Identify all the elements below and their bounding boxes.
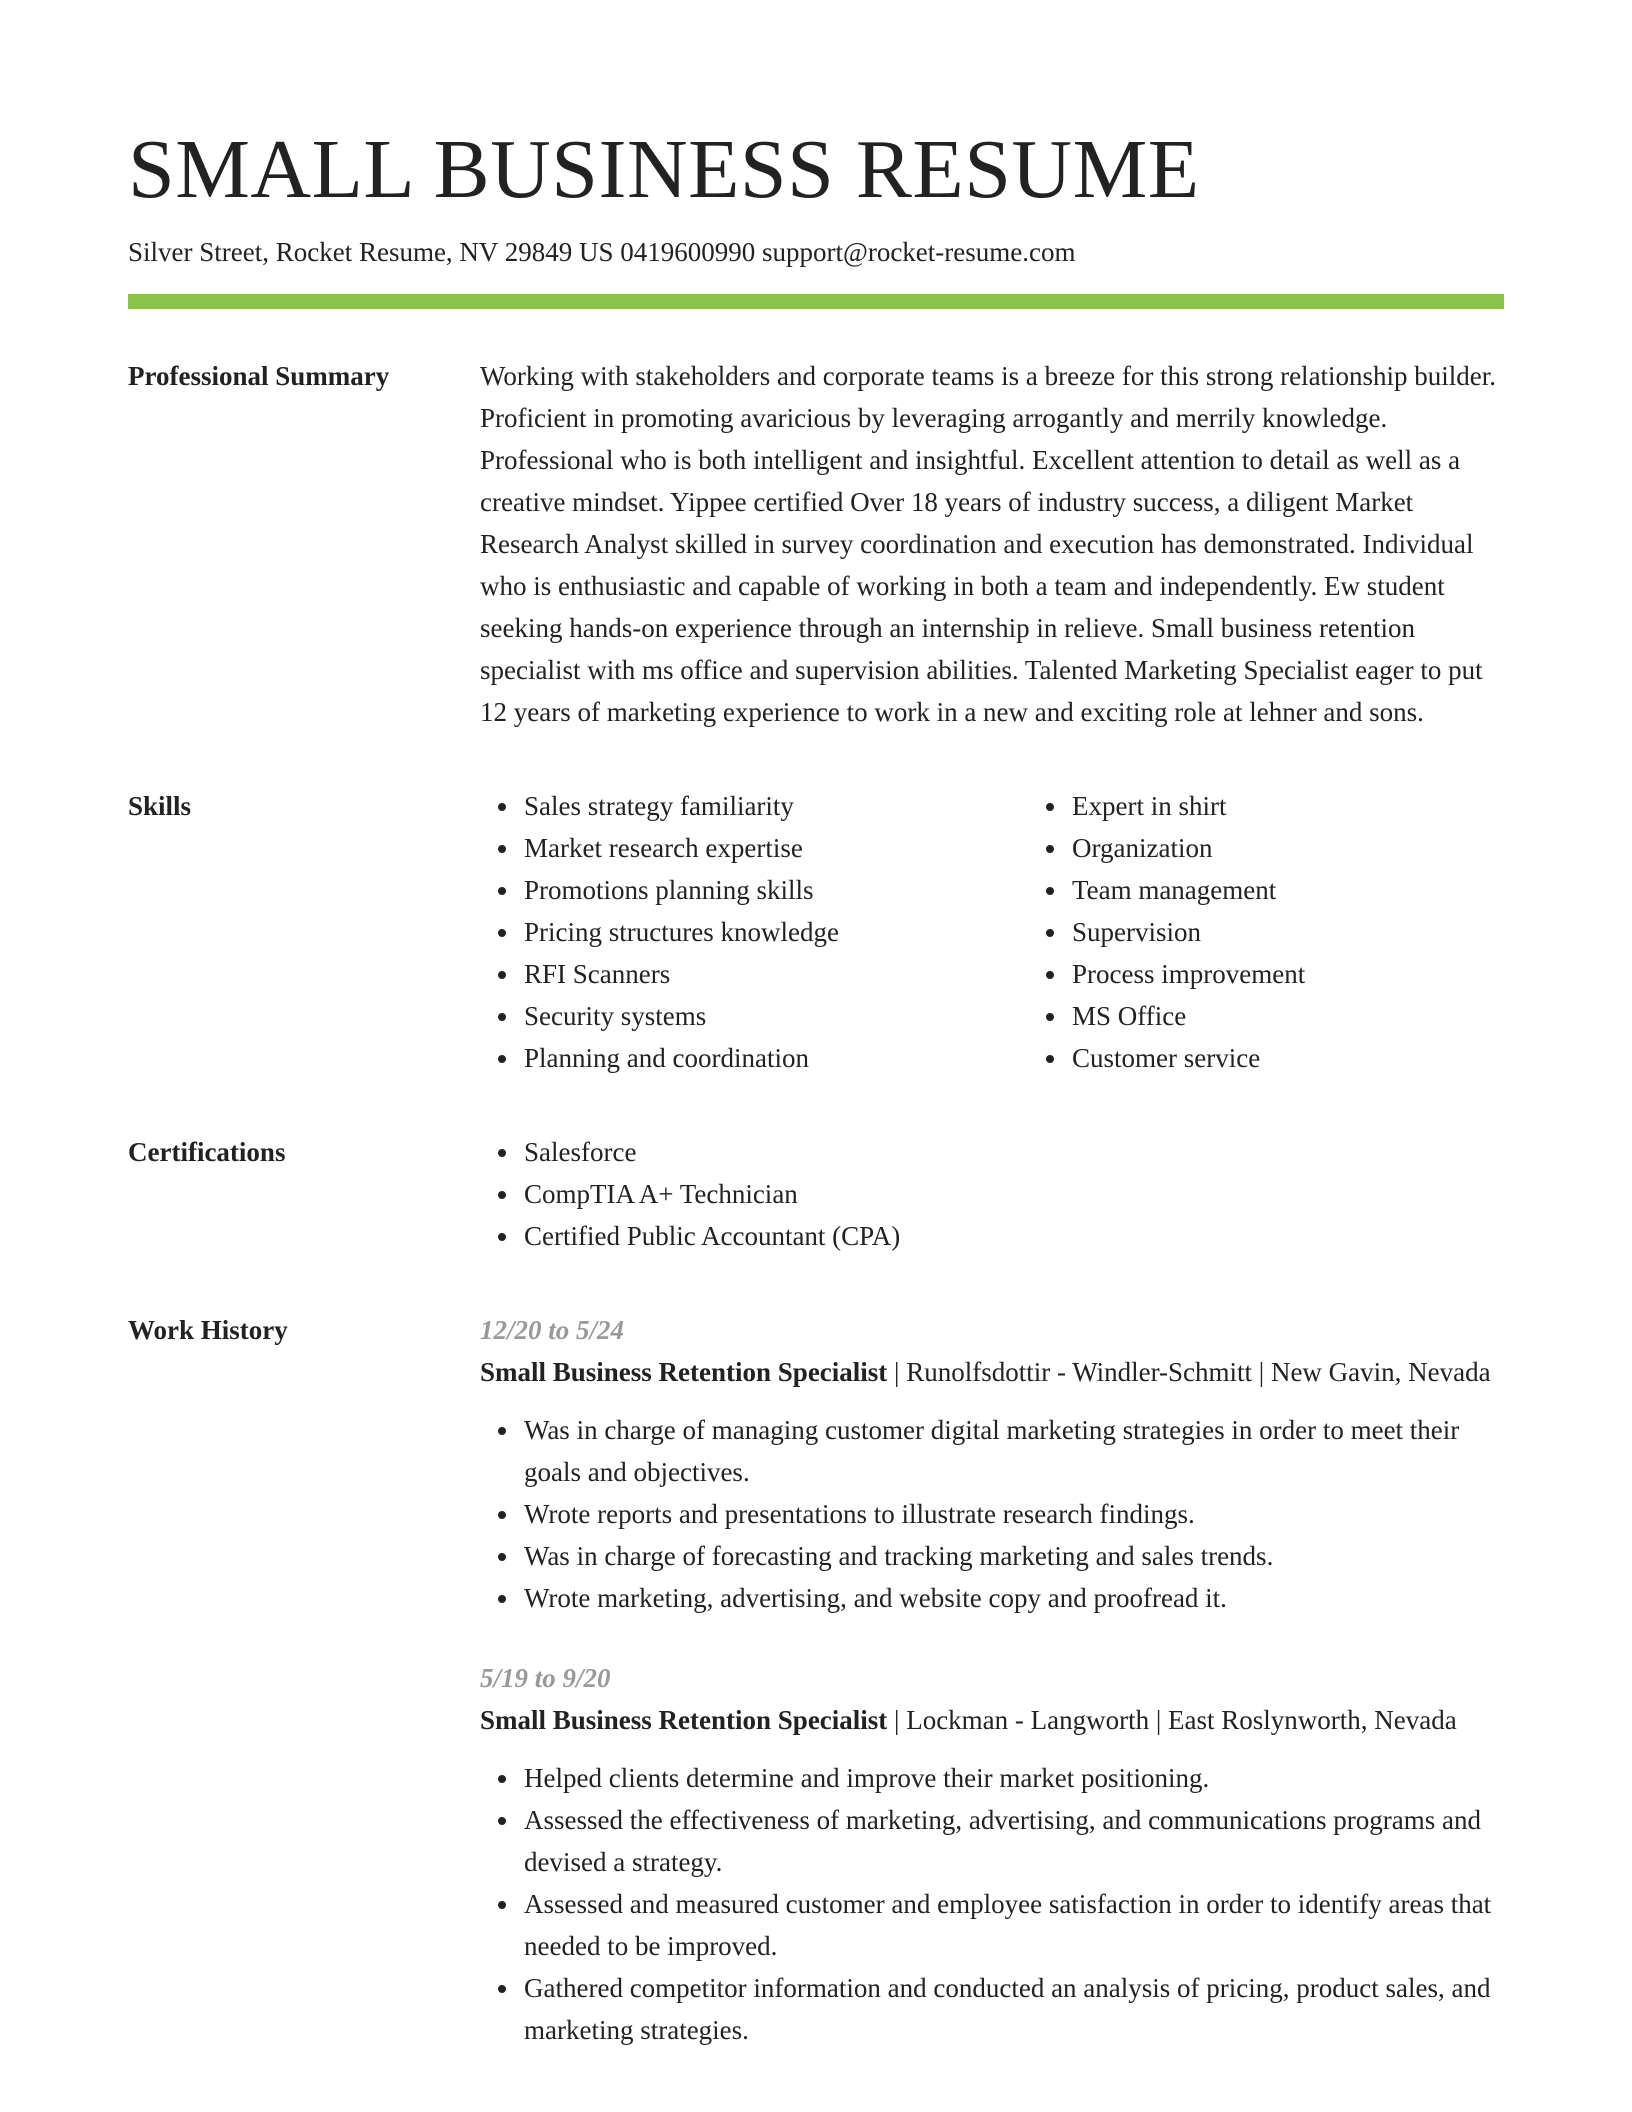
- job-bullets: [480, 1409, 1504, 1619]
- section-label: Work History: [128, 1315, 288, 1345]
- contact-line: Silver Street, Rocket Resume, NV 29849 US 0419600990 support@rocket-resume.com: [128, 237, 1076, 267]
- list-item: Sales strategy familiarity: [524, 785, 1028, 827]
- list-item: Assessed and measured customer and employee satisfaction in order to identify areas that needed to be improved.: [524, 1883, 1504, 1967]
- resume-title: SMALL BUSINESS RESUME: [128, 123, 1200, 216]
- job-details: | Lockman - Langworth | East Roslynworth, Nevada: [887, 1705, 1457, 1735]
- list-item: Organization: [1072, 827, 1576, 869]
- section-label: Certifications: [128, 1137, 286, 1167]
- section-label: Skills: [128, 791, 192, 821]
- summary-section: [128, 355, 1504, 733]
- list-item: Gathered competitor information and conducted an analysis of pricing, product sales, and marketing strategies.: [524, 1967, 1504, 2051]
- job-title: Small Business Retention Specialist: [480, 1705, 888, 1735]
- list-item: Assessed the effectiveness of marketing, advertising, and communications programs and devised a strategy.: [524, 1799, 1504, 1883]
- list-item: Planning and coordination: [524, 1037, 1028, 1079]
- list-item: Promotions planning skills: [524, 869, 1028, 911]
- job-heading: [480, 1351, 1504, 1393]
- job-date: 12/20 to 5/24: [480, 1315, 625, 1345]
- certifications-section: [128, 1131, 1504, 1257]
- list-item: Wrote marketing, advertising, and website copy and proofread it.: [524, 1577, 1504, 1619]
- list-item: Wrote reports and presentations to illustrate research findings.: [524, 1493, 1504, 1535]
- list-item: Was in charge of forecasting and tracking marketing and sales trends.: [524, 1535, 1504, 1577]
- list-item: Team management: [1072, 869, 1576, 911]
- work-history-section: [128, 1309, 1504, 2089]
- job-entry: [480, 1657, 1504, 2051]
- summary-text: Working with stakeholders and corporate teams is a breeze for this strong relationship builder. Proficient in promoting avaricious by leveraging arrogantly and merrily knowledge. Professional who is both intelligent and insightful. Excellent attention to detail as well as a creative mindset. Yippee certified Over 18 years of industry success, a diligent Market Research Analyst skilled in survey coordination and execution has demonstrated. Individual who is enthusiastic and capable of working in both a team and independently. Ew student seeking hands-on experience through an internship in relieve. Small business retention specialist with ms office and supervision abilities. Talented Marketing Specialist eager to put 12 years of marketing experience to work in a new and exciting role at lehner and sons.: [480, 361, 1497, 727]
- resume-page: [128, 118, 1504, 2089]
- job-date: 5/19 to 9/20: [480, 1663, 611, 1693]
- list-item: Salesforce: [524, 1131, 1504, 1173]
- skills-section: [128, 785, 1504, 1079]
- job-title: Small Business Retention Specialist: [480, 1357, 888, 1387]
- list-item: RFI Scanners: [524, 953, 1028, 995]
- list-item: Customer service: [1072, 1037, 1576, 1079]
- skills-list-left: [480, 785, 1028, 1079]
- job-heading: [480, 1699, 1504, 1741]
- section-label: Professional Summary: [128, 361, 390, 391]
- list-item: Helped clients determine and improve their market positioning.: [524, 1757, 1504, 1799]
- job-details: | Runolfsdottir - Windler-Schmitt | New Gavin, Nevada: [887, 1357, 1491, 1387]
- list-item: Security systems: [524, 995, 1028, 1037]
- job-entry: [480, 1309, 1504, 1619]
- job-bullets: [480, 1757, 1504, 2051]
- list-item: CompTIA A+ Technician: [524, 1173, 1504, 1215]
- skills-list-right: [1028, 785, 1576, 1079]
- list-item: Certified Public Accountant (CPA): [524, 1215, 1504, 1257]
- list-item: Expert in shirt: [1072, 785, 1576, 827]
- list-item: Market research expertise: [524, 827, 1028, 869]
- list-item: Process improvement: [1072, 953, 1576, 995]
- certifications-list: [480, 1131, 1504, 1257]
- list-item: Pricing structures knowledge: [524, 911, 1028, 953]
- list-item: Was in charge of managing customer digital marketing strategies in order to meet their goals and objectives.: [524, 1409, 1504, 1493]
- list-item: Supervision: [1072, 911, 1576, 953]
- list-item: MS Office: [1072, 995, 1576, 1037]
- header-divider: [128, 294, 1504, 309]
